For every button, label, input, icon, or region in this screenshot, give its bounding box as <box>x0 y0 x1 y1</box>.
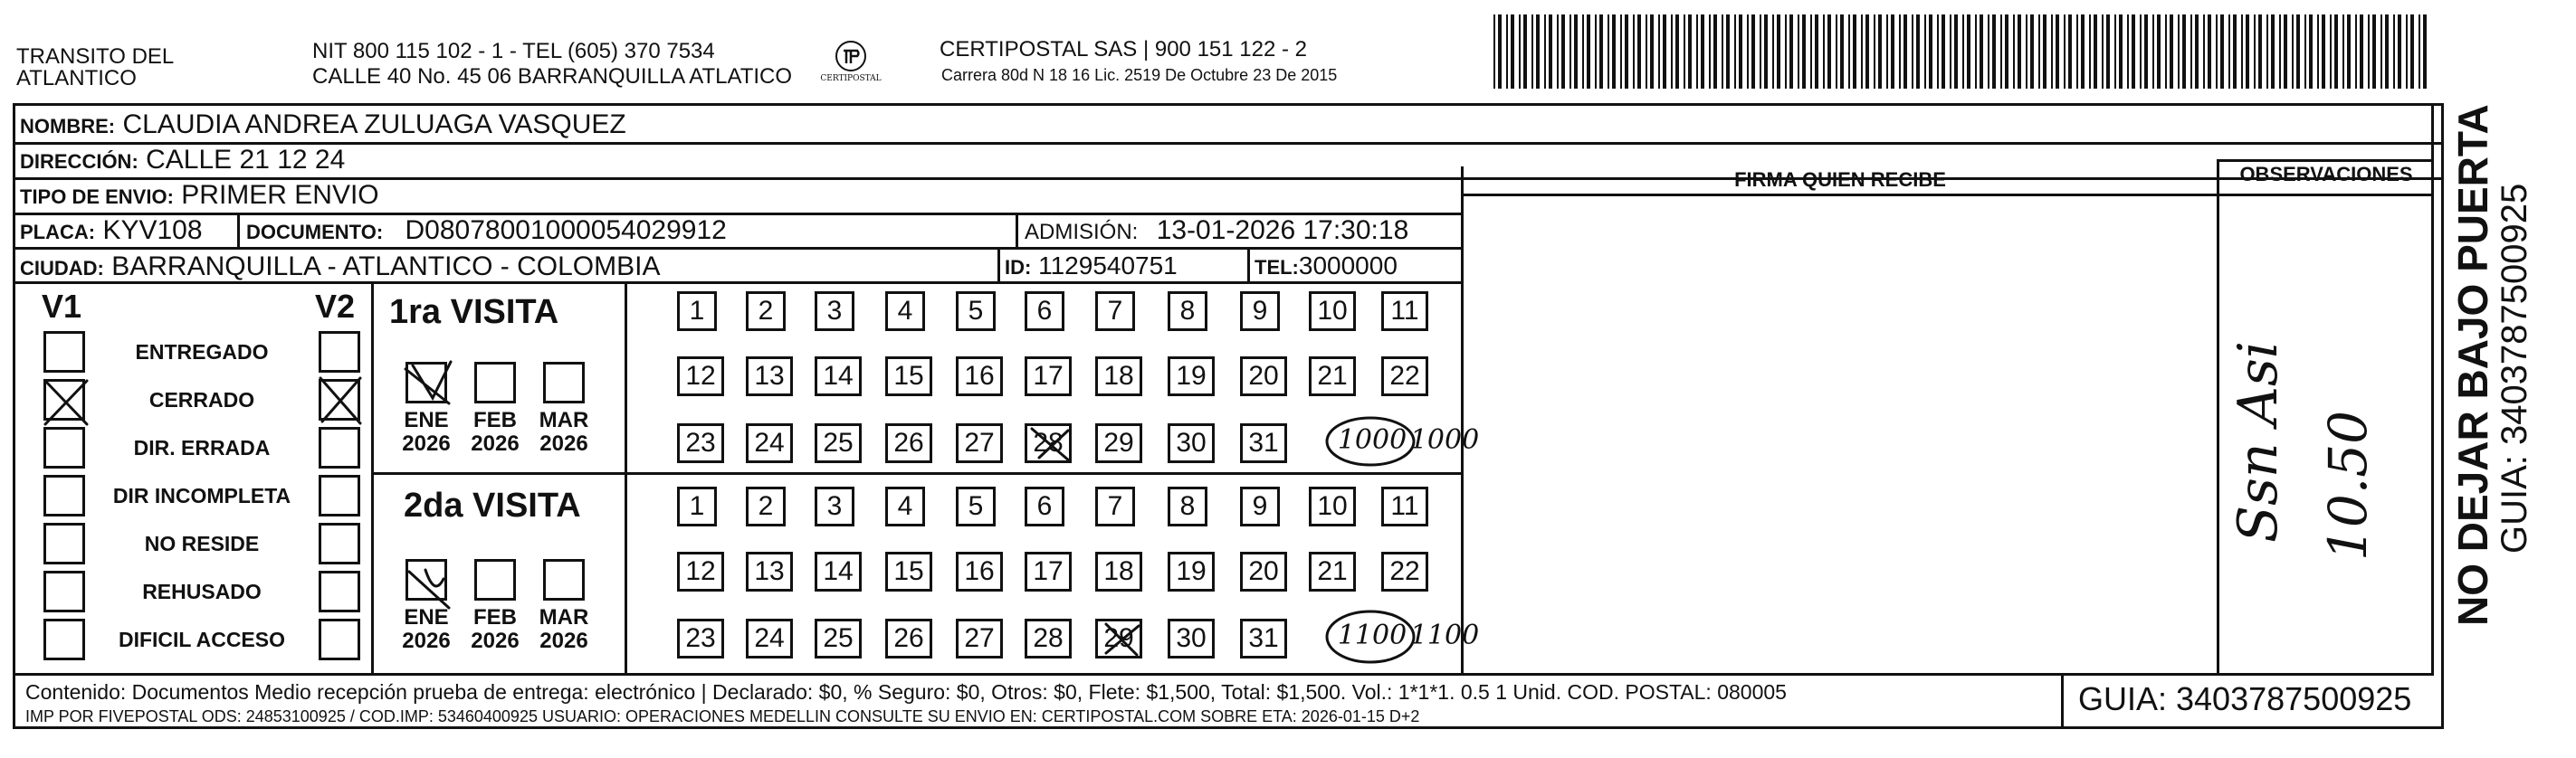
day-cell[interactable]: 24 <box>746 619 793 659</box>
day28-visit1-mark <box>1032 429 1070 461</box>
observaciones-header: OBSERVACIONES <box>2239 163 2413 185</box>
month-year: 2026 <box>402 629 451 653</box>
direccion-value: CALLE 21 12 24 <box>146 145 346 175</box>
day-cell[interactable]: 29 <box>1095 423 1142 463</box>
nombre-label: NOMBRE: <box>20 115 116 137</box>
obs-handwriting-1: Ssn Asi <box>2227 341 2290 543</box>
side-warning: NO DEJAR BAJO PUERTA <box>2449 104 2496 626</box>
contenido-line: Contenido: Documentos Medio recepción prueba de entrega: electrónico | Declarado: $0, % Seguro: $0, Otros: $0, Flete: $1,500, Total: $1,500. Vol.: 1*1*1. 0.5 1 Unid. COD. POSTAL: 080005 <box>25 680 1787 704</box>
day-cell[interactable]: 6 <box>1025 291 1064 331</box>
day-cell[interactable]: 21 <box>1309 552 1356 592</box>
carrier-line: CERTIPOSTAL SAS | 900 151 122 - 2 <box>940 37 1307 62</box>
day-cell[interactable]: 21 <box>1309 356 1356 396</box>
day-extra-handwritten: 1000 <box>1337 424 1407 456</box>
day-cell[interactable]: 1 <box>677 487 717 526</box>
day-cell[interactable]: 15 <box>885 552 932 592</box>
day-cell[interactable]: 31 <box>1240 423 1287 463</box>
company-name-line2: ATLANTICO <box>16 66 137 90</box>
nombre-value: CLAUDIA ANDREA ZULUAGA VASQUEZ <box>122 109 626 139</box>
v1-cerrado-mark <box>45 381 87 424</box>
tipo-value: PRIMER ENVIO <box>181 180 379 210</box>
day-cell[interactable]: 19 <box>1168 356 1215 396</box>
month-label: ENE <box>404 408 449 432</box>
status-label: CERRADO <box>148 388 255 412</box>
tel-value: 3000000 <box>1298 251 1398 280</box>
day-cell[interactable]: 11 <box>1381 487 1428 526</box>
month-year: 2026 <box>539 431 588 456</box>
day-cell[interactable]: 14 <box>815 552 862 592</box>
guia-box: GUIA: 3403787500925 <box>2078 680 2412 717</box>
day-cell[interactable]: 4 <box>885 487 925 526</box>
day29-visit2-mark <box>1106 624 1139 655</box>
day-cell[interactable]: 5 <box>956 291 996 331</box>
v2-cerrado-mark <box>320 378 360 423</box>
imp-line: IMP POR FIVEPOSTAL ODS: 24853100925 / COD.IMP: 53460400925 USUARIO: OPERACIONES MEDELLIN CONSULTE SU ENVIO EN: CERTIPOSTAL.COM SOBRE ETA: 2026-01-15 D+2 <box>25 707 1420 725</box>
day-cell[interactable]: 30 <box>1168 423 1215 463</box>
day-cell[interactable]: 13 <box>746 356 793 396</box>
firma-header: FIRMA QUIEN RECIBE <box>1734 168 1946 191</box>
day-extra-handwritten: 1100 <box>1337 620 1407 651</box>
day-extra-handwritten: 1000 <box>1409 424 1480 456</box>
day-cell[interactable]: 16 <box>956 552 1003 592</box>
logo-text: CERTIPOSTAL <box>820 74 882 83</box>
status-label: DIR. ERRADA <box>133 436 271 460</box>
placa-label: PLACA: <box>20 221 96 243</box>
day-cell[interactable]: 25 <box>815 619 862 659</box>
day-extra-handwritten: 1100 <box>1409 620 1480 651</box>
day-cell[interactable]: 9 <box>1240 487 1280 526</box>
direccion-label: DIRECCIÓN: <box>20 150 138 173</box>
ciudad-label: CIUDAD: <box>20 257 104 280</box>
day-cell[interactable]: 10 <box>1309 487 1356 526</box>
day-cell[interactable]: 27 <box>956 619 1003 659</box>
admision-value: 13-01-2026 17:30:18 <box>1156 215 1409 245</box>
ciudad-value: BARRANQUILLA - ATLANTICO - COLOMBIA <box>111 251 661 281</box>
day-cell[interactable]: 29 <box>1095 619 1142 659</box>
day-cell[interactable]: 2 <box>746 487 786 526</box>
day-cell[interactable]: 17 <box>1025 356 1072 396</box>
day-cell[interactable]: 14 <box>815 356 862 396</box>
admision-label: ADMISIÓN: <box>1025 220 1139 244</box>
day-cell[interactable]: 15 <box>885 356 932 396</box>
day-cell[interactable]: 17 <box>1025 552 1072 592</box>
obs-handwriting-2: 10.50 <box>2317 410 2379 561</box>
day-cell[interactable]: 11 <box>1381 291 1428 331</box>
status-label: DIFICIL ACCESO <box>118 628 285 651</box>
id-label: ID: <box>1005 256 1032 279</box>
visit-1-title: 1ra VISITA <box>389 293 559 331</box>
documento-label: DOCUMENTO: <box>246 221 384 243</box>
month-label: MAR <box>539 408 589 432</box>
day-cell[interactable]: 26 <box>885 423 932 463</box>
status-label: REHUSADO <box>142 580 262 603</box>
day-cell[interactable]: 13 <box>746 552 793 592</box>
month-label: FEB <box>473 605 517 630</box>
day-cell[interactable]: 9 <box>1240 291 1280 331</box>
nit-line: NIT 800 115 102 - 1 - TEL (605) 370 7534 <box>312 39 715 63</box>
day-cell[interactable]: 26 <box>885 619 932 659</box>
day-cell[interactable]: 23 <box>677 423 724 463</box>
tipo-label: TIPO DE ENVIO: <box>20 185 174 208</box>
placa-value: KYV108 <box>102 215 203 245</box>
month-year: 2026 <box>539 629 588 653</box>
day-cell[interactable]: 3 <box>815 291 854 331</box>
visit-2-title: 2da VISITA <box>404 487 581 525</box>
day-cell[interactable]: 25 <box>815 423 862 463</box>
month-year: 2026 <box>471 629 520 653</box>
v2-label: V2 <box>315 288 356 325</box>
day-cell[interactable]: 18 <box>1095 356 1142 396</box>
day-cell[interactable]: 19 <box>1168 552 1215 592</box>
day-cell[interactable]: 6 <box>1025 487 1064 526</box>
day-cell[interactable]: 8 <box>1168 291 1207 331</box>
status-label: NO RESIDE <box>144 532 260 555</box>
day-cell[interactable]: 20 <box>1240 356 1287 396</box>
visit1-last-circle <box>1327 418 1414 465</box>
company-name-line1: TRANSITO DEL <box>16 44 175 69</box>
day-cell[interactable]: 3 <box>815 487 854 526</box>
tel-label: TEL: <box>1255 256 1299 279</box>
id-value: 1129540751 <box>1038 251 1178 280</box>
day-cell[interactable]: 2 <box>746 291 786 331</box>
day-cell[interactable]: 7 <box>1095 291 1135 331</box>
day-cell[interactable]: 23 <box>677 619 724 659</box>
month-year: 2026 <box>402 431 451 456</box>
day-cell[interactable]: 18 <box>1095 552 1142 592</box>
day-cell[interactable]: 1 <box>677 291 717 331</box>
day-cell[interactable]: 22 <box>1381 356 1428 396</box>
status-label: DIR INCOMPLETA <box>112 484 291 507</box>
day-cell[interactable]: 20 <box>1240 552 1287 592</box>
day-cell[interactable]: 8 <box>1168 487 1207 526</box>
documento-value: D08078001000054029912 <box>405 215 727 245</box>
day-cell[interactable]: 10 <box>1309 291 1356 331</box>
day-cell[interactable]: 4 <box>885 291 925 331</box>
side-guia: GUIA: 3403787500925 <box>2495 183 2534 554</box>
visit1-ene-mark <box>405 362 451 403</box>
visit2-last-circle <box>1327 611 1414 662</box>
day-cell[interactable]: 24 <box>746 423 793 463</box>
month-label: FEB <box>473 408 517 432</box>
month-label: MAR <box>539 605 589 630</box>
day-cell[interactable]: 12 <box>677 552 724 592</box>
v1-label: V1 <box>42 288 82 325</box>
day-cell[interactable]: 27 <box>956 423 1003 463</box>
status-label: ENTREGADO <box>135 340 269 364</box>
day-cell[interactable]: 28 <box>1025 423 1072 463</box>
month-label: ENE <box>404 605 449 630</box>
day-cell[interactable]: 5 <box>956 487 996 526</box>
license-line: Carrera 80d N 18 16 Lic. 2519 De Octubre 23 De 2015 <box>941 66 1338 84</box>
day-cell[interactable]: 31 <box>1240 619 1287 659</box>
visit2-ene-mark <box>409 570 449 608</box>
day-cell[interactable]: 16 <box>956 356 1003 396</box>
address-line: CALLE 40 No. 45 06 BARRANQUILLA ATLATICO <box>312 64 793 89</box>
day-cell[interactable]: 22 <box>1381 552 1428 592</box>
month-year: 2026 <box>471 431 520 456</box>
day-cell[interactable]: 30 <box>1168 619 1215 659</box>
day-cell[interactable]: 7 <box>1095 487 1135 526</box>
day-cell[interactable]: 12 <box>677 356 724 396</box>
day-cell[interactable]: 28 <box>1025 619 1072 659</box>
